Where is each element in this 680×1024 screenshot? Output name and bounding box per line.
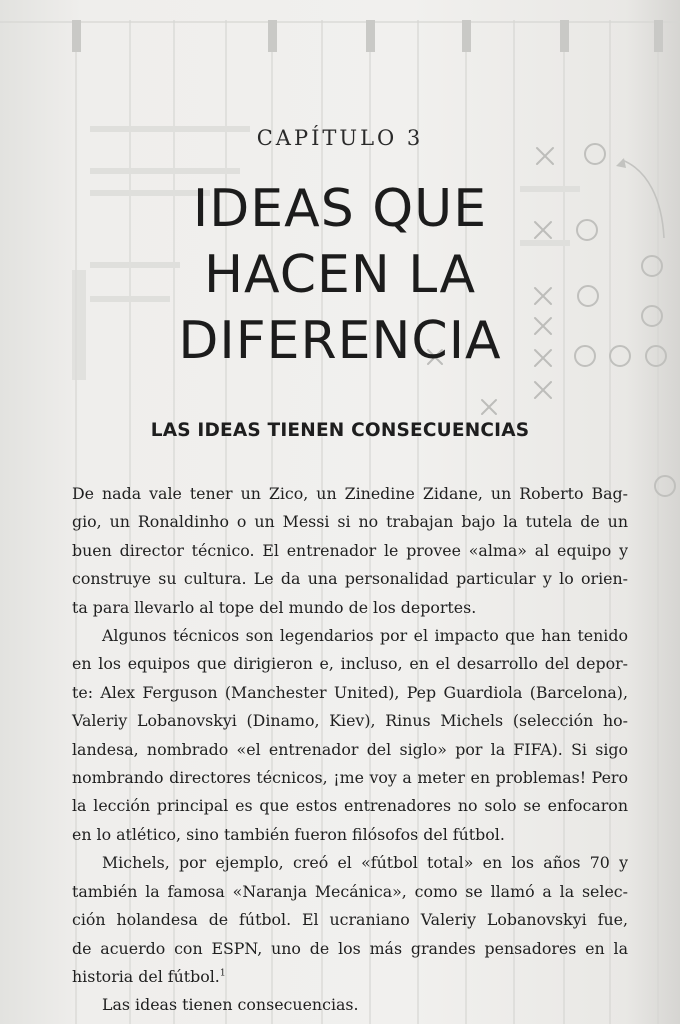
text-line: te: Alex Ferguson (Manchester United), Pep Guardiola (Barcelona), xyxy=(72,682,628,702)
chapter-title-line-1: IDEAS QUE xyxy=(192,179,488,239)
tactics-arrow-head xyxy=(616,158,626,168)
text-line: landesa, nombrado «el entrenador del siglo» por la FIFA). Si sigo xyxy=(72,739,628,759)
text-line: construye su cultura. Le da una personalidad particular y lo orien- xyxy=(72,569,628,589)
footnote-reference[interactable]: 1 xyxy=(219,968,226,979)
section-heading: LAS IDEAS TIENEN CONSECUENCIAS xyxy=(150,420,530,441)
chapter-title-line-2: HACEN LA xyxy=(203,245,477,305)
text-line-with-footnote xyxy=(72,963,628,991)
text-line: gio, un Ronaldinho o un Messi si no trabajan bajo la tutela de un xyxy=(72,512,628,532)
text-line: Las ideas tienen consecuencias. xyxy=(102,995,359,1015)
text-line: ta para llevarlo al tope del mundo de los deportes. xyxy=(72,597,477,617)
text-line: nombrando directores técnicos, ¡me voy a meter en problemas! Pero xyxy=(72,768,628,788)
text-line: historia del fútbol. xyxy=(72,966,220,986)
paragraph-4 xyxy=(72,991,628,1019)
text-line: Michels, por ejemplo, creó el «fútbol total» en los años 70 y xyxy=(102,853,628,873)
text-line: buen director técnico. El entrenador le provee «alma» al equipo y xyxy=(72,540,628,560)
text-line: la lección principal es que estos entrenadores no solo se enfocaron xyxy=(72,796,628,816)
text-line: Valeriy Lobanovskyi (Dinamo, Kiev), Rinus Michels (selección ho- xyxy=(72,711,628,731)
tactics-board-tabs xyxy=(72,20,663,52)
paragraph-3 xyxy=(72,849,628,991)
text-line: De nada vale tener un Zico, un Zinedine Zidane, un Roberto Bag- xyxy=(72,484,628,503)
chapter-title xyxy=(0,176,680,374)
text-line: de acuerdo con ESPN, uno de los más grandes pensadores en la xyxy=(72,938,628,958)
paragraph-2 xyxy=(72,622,628,849)
text-line: también la famosa «Naranja Mecánica», como se llamó a la selec- xyxy=(72,881,628,901)
text-line: en lo atlético, sino también fueron filósofos del fútbol. xyxy=(72,824,505,844)
chapter-label: CAPÍTULO 3 xyxy=(256,126,424,150)
text-line: Algunos técnicos son legendarios por el impacto que han tenido xyxy=(102,626,628,646)
text-line: en los equipos que dirigieron e, incluso, en el desarrollo del depor- xyxy=(72,654,628,674)
text-line: ción holandesa de fútbol. El ucraniano Valeriy Lobanovskyi fue, xyxy=(72,910,628,930)
paragraph-1 xyxy=(72,480,628,622)
chapter-title-line-3: DIFERENCIA xyxy=(178,311,502,371)
body-text xyxy=(72,480,628,1020)
